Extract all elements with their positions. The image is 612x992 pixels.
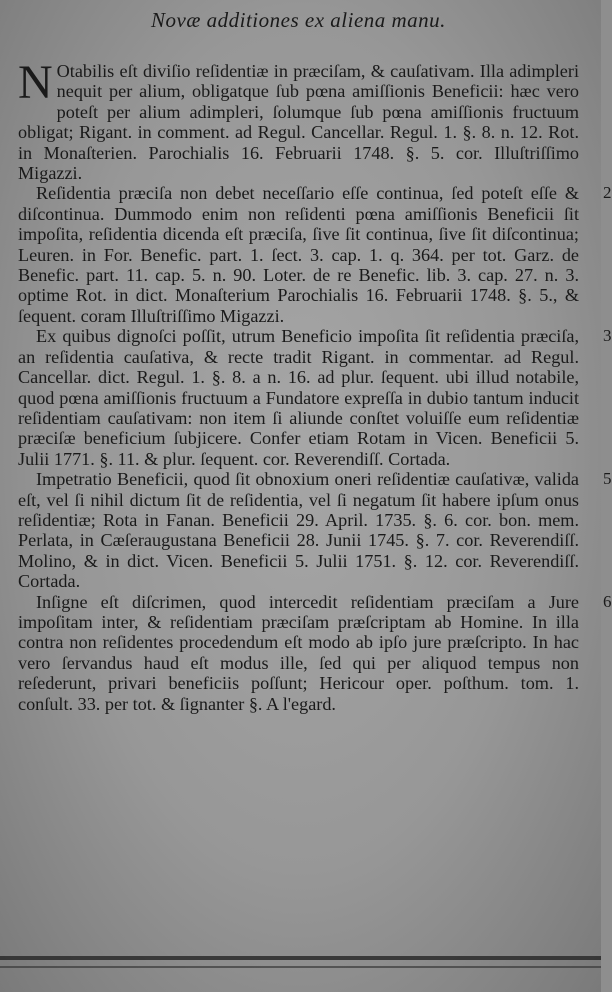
paragraph-2 xyxy=(18,183,612,326)
paragraph-5-text: Impetratio Beneficii, quod ſit obnoxium oneri reſidentiæ cauſativæ, valida eſt, vel ſi nihil dictum ſit de reſidentia, vel ſi negatum ſit habere ipſum onus reſidentiæ; Rota in Fanan. Beneficii 29. April. 1735. §. 6. cor. bon. mem. Perlata, in Cæſeraugustana Beneficii 28. Junii 1745. §. 7. cor. Reverendiſſ. Molino, & in dict. Vicen. Beneficii 5. Julii 1751. §. 12. cor. Reverendiſſ. Cortada. xyxy=(18,469,579,592)
paragraph-2-text: Reſidentia præciſa non debet neceſſario eſſe continua, ſed poteſt eſſe & diſcontinua. Dummodo enim non reſidenti pœna amiſſionis Beneficii ſit impoſita, reſidentia dicenda eſt præciſa, ſive ſit continua, ſive ſit diſcontinua; Leuren. in For. Benefic. part. 1. ſect. 3. cap. 1. q. 364. per tot. Garz. de Benefic. part. 11. cap. 5. n. 90. Loter. de re Benefic. lib. 3. cap. 27. n. 3. optime Rot. in dict. Monaſterium Parochialis 16. Februarii 1748. §. 5., & ſequent. coram Illuſtriſſimo Migazzi. xyxy=(18,183,579,326)
paragraph-6-text: Inſigne eſt diſcrimen, quod intercedit reſidentiam præciſam a Jure impoſitam inter, & reſidentiam præciſam præſcriptam ab Homine. In illa contra non reſidentes procedendum eſt modo ab ipſo jure præſcripto. In hac vero ſervandus haud eſt modus ille, ſed qui per aliquod tempus non reſederunt, privari beneficiis poſſunt; Hericour oper. poſthum. tom. 1. conſult. 33. per tot. & ſignanter §. A l'egard. xyxy=(18,591,579,714)
paragraph-6 xyxy=(18,591,612,714)
margin-number-5: 5 xyxy=(603,469,612,489)
paragraph-5 xyxy=(18,469,612,592)
drop-cap-letter: N xyxy=(18,56,53,109)
margin-number-2: 2 xyxy=(603,183,612,203)
paragraph-3-text: Ex quibus dignoſci poſſit, utrum Beneficio impoſita ſit reſidentia præciſa, an reſidentia cauſativa, & recte tradit Rigant. in commentar. ad Regul. Cancellar. dict. Regul. 1. §. 8. a n. 16. ad plur. ſequent. ubi illud notabile, quod pœna amiſſionis fructuum a Fundatore expreſſa in dubio tantum inducit reſidentiam cauſativam: non item ſi aliunde conſtet voluiſſe eum reſidentiæ præciſæ beneficium ſubjicere. Confer etiam Rotam in Vicen. Beneficii 5. Julii 1771. §. 11. & plur. ſequent. cor. Reverendiſſ. Cortada. xyxy=(18,326,579,469)
footer-rule-thick xyxy=(0,956,601,960)
footer-rule-thin xyxy=(0,966,601,968)
margin-number-6: 6 xyxy=(603,591,612,611)
paragraph-1-text: Otabilis eſt diviſio reſidentiæ in præciſam, & cauſativam. Illa adimpleri nequit per alium, obligatque ſub pœna amiſſionis Beneficii: hæc vero poteſt per alium adimpleri, ſolumque ſub pœna amiſſionis fructuum obligat; Rigant. in comment. ad Regul. Cancellar. Regul. 1. §. 8. n. 12. Rot. in Monaſterien. Parochialis 16. Februarii 1748. §. 5. cor. Illuſtriſſimo Migazzi. xyxy=(18,61,579,184)
margin-number-3: 3 xyxy=(603,326,612,346)
paragraph-1 xyxy=(18,56,579,184)
page-header: Novæ additiones ex aliena manu. xyxy=(151,8,446,32)
paragraph-3 xyxy=(18,326,612,469)
